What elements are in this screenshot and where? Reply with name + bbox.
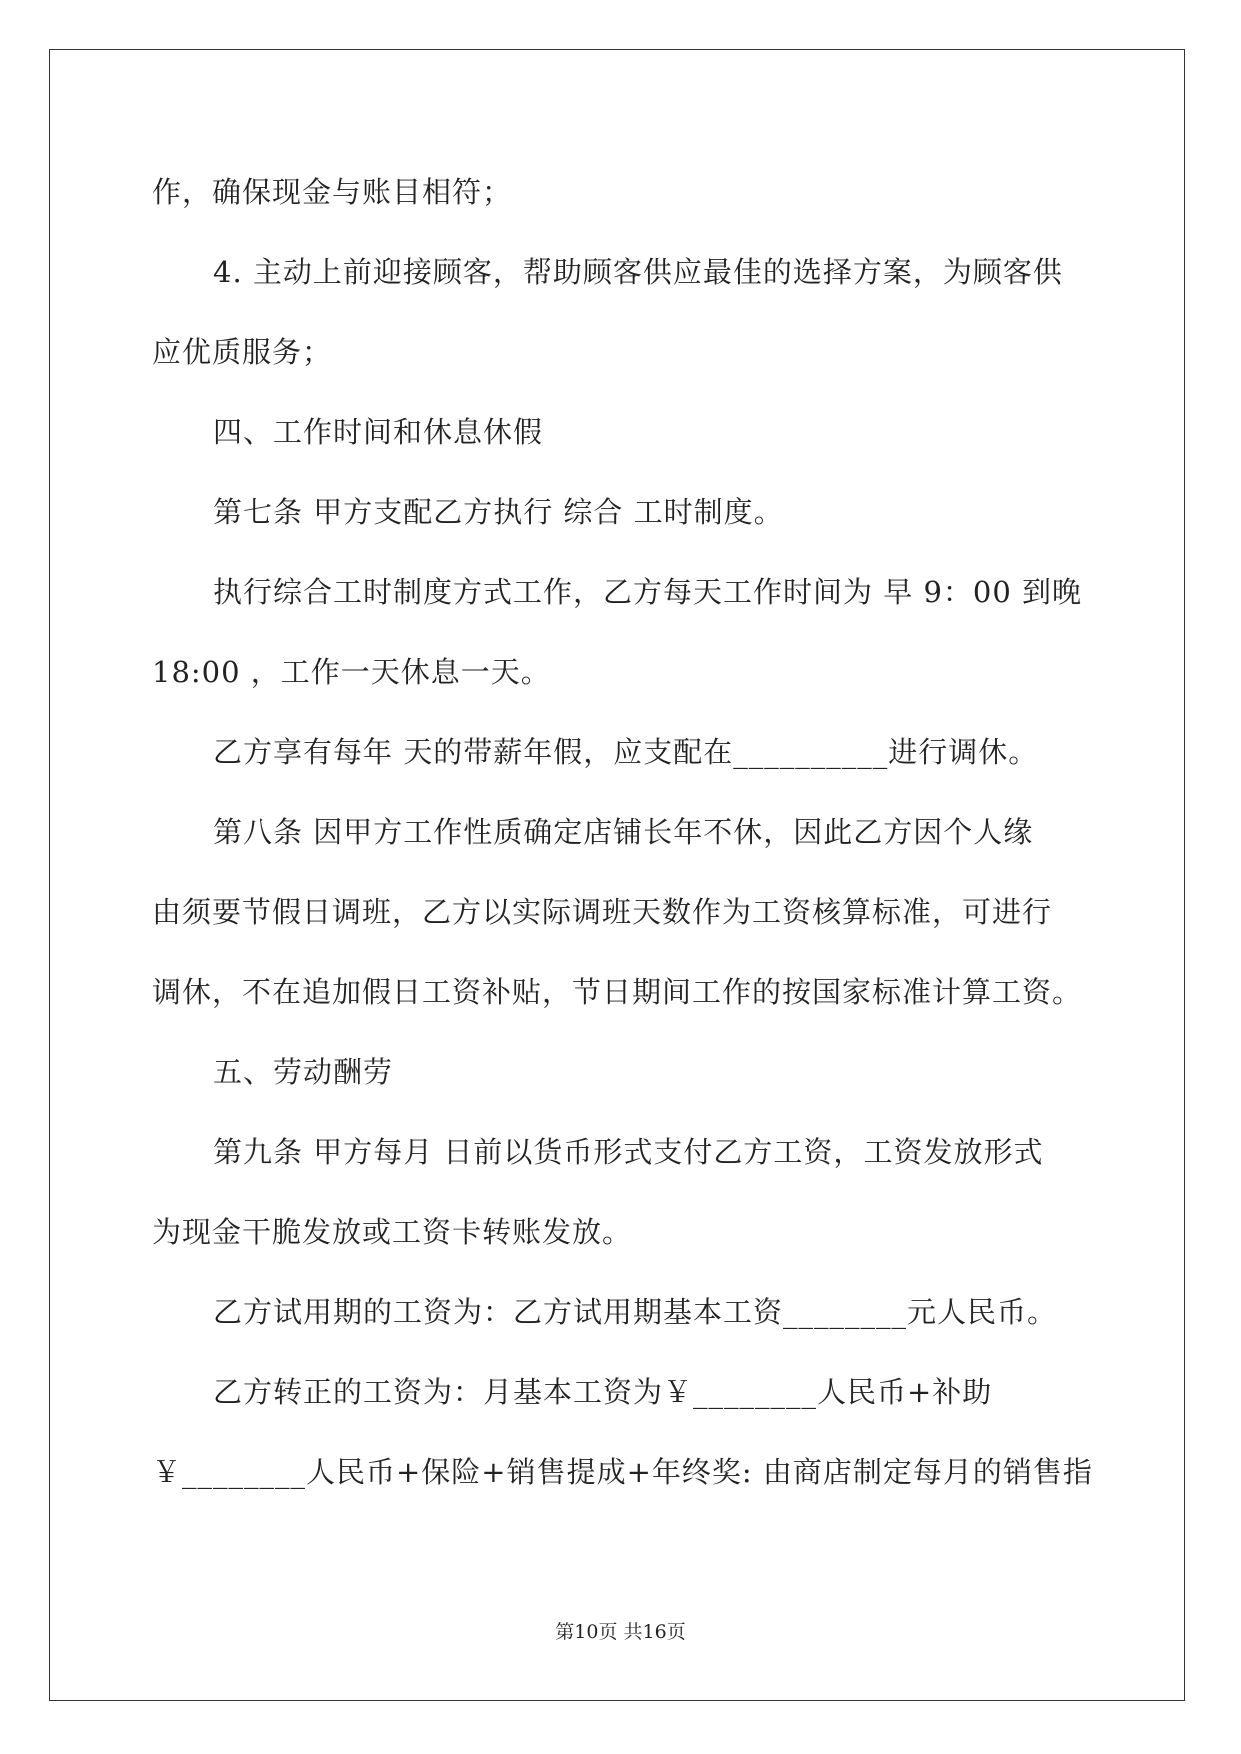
article-heading: 第八条 因甲方工作性质确定店铺长年不休，因此乙方因个人缘 [213, 815, 1034, 849]
paragraph-line: 调休，不在追加假日工资补贴，节日期间工作的按国家标准计算工资。 [152, 975, 1083, 1009]
paragraph-line: 执行综合工时制度方式工作，乙方每天工作时间为 早 9：00 到晚 [213, 575, 1083, 609]
paragraph-line: 为现金干脆发放或工资卡转账发放。 [152, 1215, 633, 1249]
paragraph-line: ￥________人民币+保险+销售提成+年终奖: 由商店制定每月的销售指 [152, 1455, 1093, 1489]
article-heading: 第九条 甲方每月 日前以货币形式支付乙方工资，工资发放形式 [213, 1135, 1044, 1169]
page-number: 第10页 共16页 [555, 1621, 686, 1643]
paragraph-line: 乙方转正的工资为：月基本工资为￥________人民币+补助 [213, 1375, 993, 1409]
paragraph-line: 作，确保现金与账目相符； [152, 175, 513, 209]
article-heading: 第七条 甲方支配乙方执行 综合 工时制度。 [213, 495, 784, 529]
paragraph-line: 由须要节假日调班，乙方以实际调班天数作为工资核算标准，可进行 [152, 895, 1053, 929]
section-heading: 五、劳动酬劳 [213, 1055, 394, 1089]
paragraph-line: 乙方享有每年 天的带薪年假，应支配在__________进行调休。 [213, 735, 1039, 769]
paragraph-line: 4. 主动上前迎接顾客，帮助顾客供应最佳的选择方案，为顾客供 [213, 255, 1063, 289]
paragraph-line: 乙方试用期的工资为：乙方试用期基本工资________元人民币。 [213, 1295, 1058, 1329]
paragraph-line: 18:00 ，工作一天休息一天。 [152, 655, 551, 689]
section-heading: 四、工作时间和休息休假 [213, 415, 544, 449]
paragraph-line: 应优质服务； [152, 335, 333, 369]
